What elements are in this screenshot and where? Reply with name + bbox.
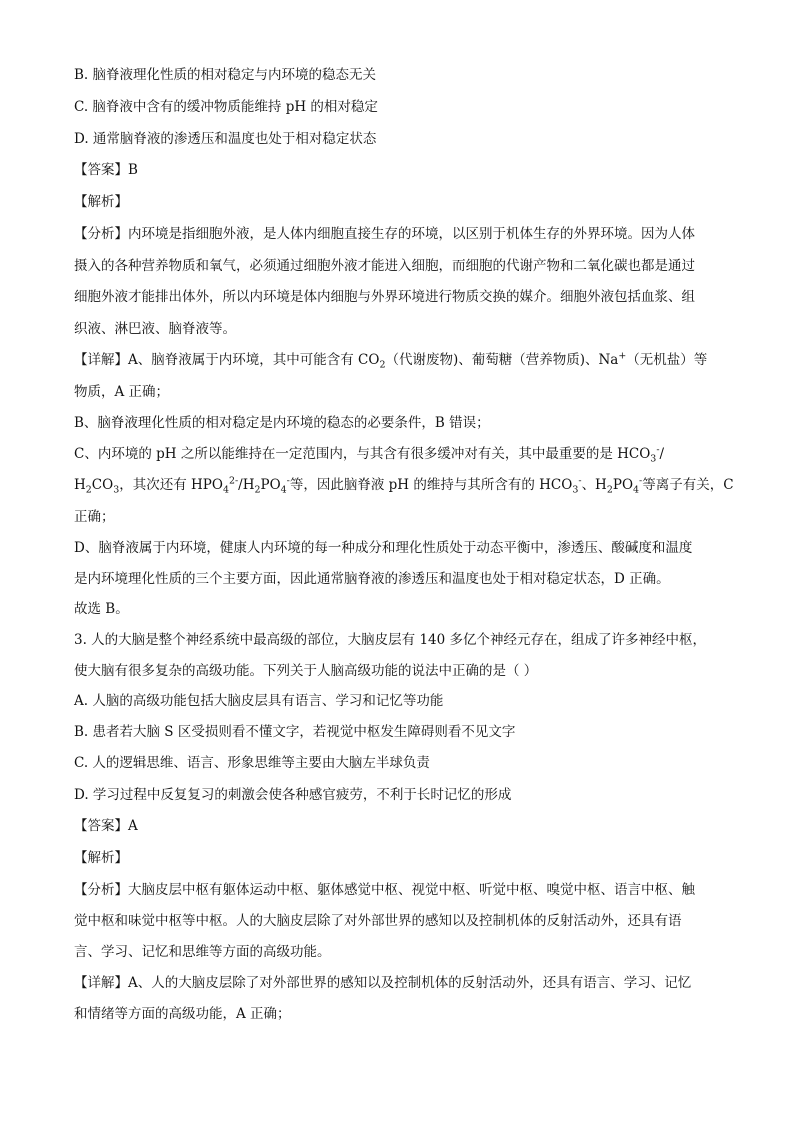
subscript: 2 [85,484,92,496]
text-run: H [74,477,86,493]
q3-stem-line-2: 使大脑有很多复杂的高级功能。下列关于人脑高级功能的说法中正确的是（ ） [74,663,538,679]
superscript: + [618,350,627,362]
q3-option-b: B. 患者若大脑 S 区受损则看不懂文字，若视觉中枢发生障碍则看不见文字 [74,724,516,740]
text-run: 、H [581,477,607,493]
superscript: 2- [228,475,239,487]
superscript: - [639,475,643,487]
text-run: 【详解】A、脑脊液属于内环境，其中可能含有 CO [74,352,380,368]
subscript: 2 [606,484,613,496]
superscript: - [286,475,290,487]
text-run: / [659,446,665,462]
q3-stem-line-1: 3. 人的大脑是整个神经系统中最高级的部位，大脑皮层有 140 多亿个神经元存在，组成了许多神经中枢， [74,632,707,648]
q2-option-c: C. 脑脊液中含有的缓冲物质能维持 pH 的相对稳定 [74,99,378,115]
text-run: CO [91,477,114,493]
subscript: 2 [254,484,261,496]
q3-option-a: A. 人脑的高级功能包括大脑皮层具有语言、学习和记忆等功能 [74,693,444,709]
q3-analysis-heading: 【解析】 [74,850,128,866]
subscript: 3 [113,484,120,496]
subscript: 4 [280,484,287,496]
q2-xiangjie-d-line-2: 是内环境理化性质的三个主要方面，因此通常脑脊液的渗透压和温度也处于相对稳定状态，D 正确。 [74,571,670,587]
q2-answer: 【答案】B [74,162,138,178]
text-run: C、内环境的 pH 之所以能维持在一定范围内，与其含有很多缓冲对有关，其中最重要的是 HCO [74,446,651,462]
q2-option-b: B. 脑脊液理化性质的相对稳定与内环境的稳态无关 [74,67,377,83]
text-run: PO [260,477,281,493]
subscript: 2 [379,359,386,371]
subscript: 3 [650,453,657,465]
q2-xiangjie-c-line-2 [74,476,734,494]
q2-fenxi-line-3: 细胞外液才能排出体外，所以内环境是体内细胞与外界环境进行物质交换的媒介。细胞外液包括血浆、组 [74,289,695,305]
text-run: （无机盐）等 [626,352,708,368]
q2-xiangjie-a-line-2: 物质，A 正确； [74,384,170,400]
subscript: 4 [633,484,640,496]
q3-xiangjie-a-line-2: 和情绪等方面的高级功能，A 正确； [74,1006,291,1022]
text-run: 等离子有关，C [642,477,734,493]
text-run: ，其次还有 HPO [119,477,223,493]
q2-fenxi-line-1: 【分析】内环境是指细胞外液，是人体内细胞直接生存的环境，以区别于机体生存的外界环境。因为人体 [74,226,695,242]
q2-fenxi-line-4: 织液、淋巴液、脑脊液等。 [74,321,236,337]
q2-option-d: D. 通常脑脊液的渗透压和温度也处于相对稳定状态 [74,131,377,147]
q3-fenxi-line-2: 觉中枢和味觉中枢等中枢。人的大脑皮层除了对外部世界的感知以及控制机体的反射活动外，还具有语 [74,913,682,929]
q2-analysis-heading: 【解析】 [74,194,128,210]
q3-xiangjie-a-line-1: 【详解】A、人的大脑皮层除了对外部世界的感知以及控制机体的反射活动外，还具有语言、学习、记忆 [74,975,692,991]
text-run: （代谢废物)、葡萄糖（营养物质)、Na [385,352,619,368]
q3-fenxi-line-1: 【分析】大脑皮层中枢有躯体运动中枢、躯体感觉中枢、视觉中枢、听觉中枢、嗅觉中枢、语言中枢、触 [74,882,695,898]
subscript: 4 [222,484,229,496]
subscript: 3 [572,484,579,496]
text-run: 等，因此脑脊液 pH 的维持与其所含有的 HCO [289,477,573,493]
q2-xiangjie-a-line-1 [74,351,707,369]
q3-option-d: D. 学习过程中反复复习的刺激会使各种感官疲劳，不利于长时记忆的形成 [74,787,512,803]
superscript: - [578,475,582,487]
q2-xiangjie-c-line-1 [74,445,664,463]
text-run: PO [612,477,634,493]
q2-fenxi-line-2: 摄入的各种营养物质和氧气，必须通过细胞外液才能进入细胞，而细胞的代谢产物和二氧化碳也都是通过 [74,258,695,274]
text-run: /H [238,477,255,493]
superscript: - [656,444,660,456]
q2-xiangjie-c-line-3: 正确； [74,509,115,525]
q3-fenxi-line-3: 言、学习、记忆和思维等方面的高级功能。 [74,944,331,960]
q2-conclusion: 故选 B。 [74,601,129,617]
q2-xiangjie-b: B、脑脊液理化性质的相对稳定是内环境的稳态的必要条件，B 错误； [74,415,490,431]
q3-answer: 【答案】A [74,818,138,834]
q2-xiangjie-d-line-1: D、脑脊液属于内环境，健康人内环境的每一种成分和理化性质处于动态平衡中，渗透压、酸碱度和温度 [74,540,693,556]
q3-option-c: C. 人的逻辑思维、语言、形象思维等主要由大脑左半球负责 [74,755,430,771]
